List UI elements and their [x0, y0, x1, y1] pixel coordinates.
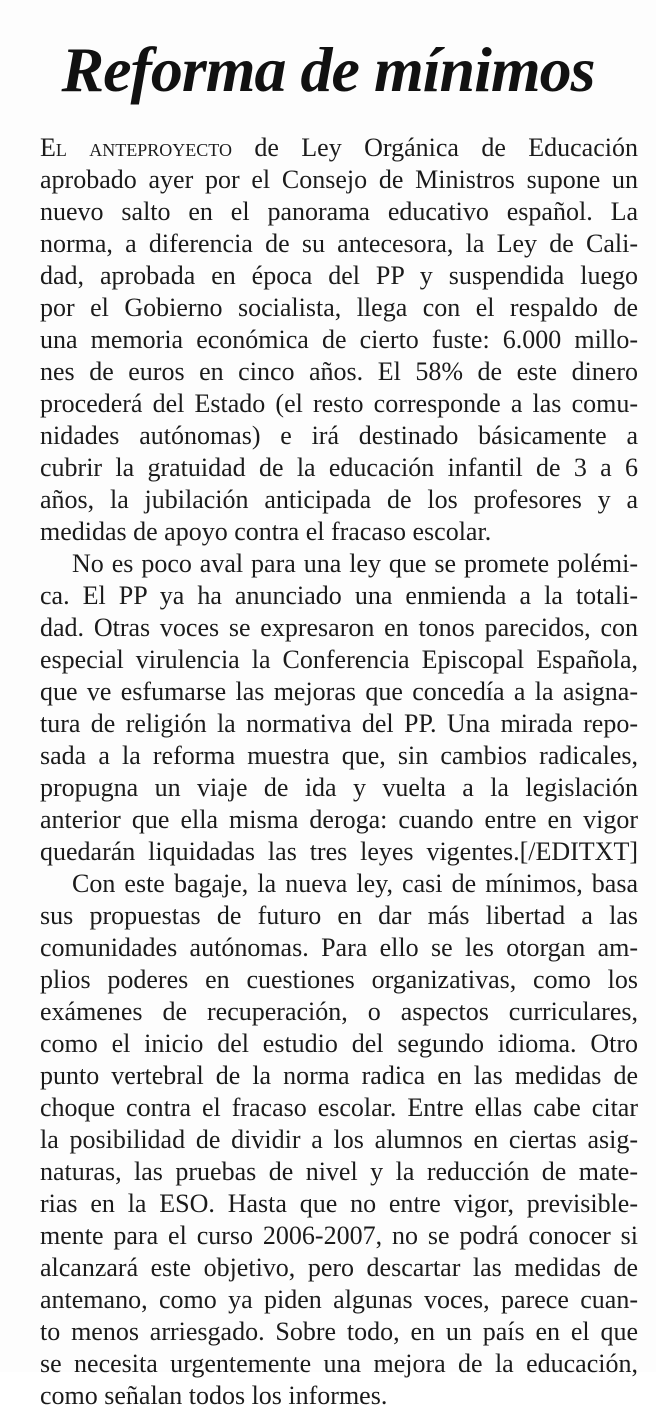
body-line: dad. Otras voces se expresaron en tonos parecidos, con [40, 613, 638, 642]
body-line [40, 132, 638, 164]
body-line: comunidades autónomas. Para ello se les otorgan am- [40, 933, 638, 962]
body-line: una memoria económica de cierto fuste: 6.000 millo- [40, 325, 638, 354]
article-headline: Reforma de mínimos [61, 34, 595, 105]
body-line: sus propuestas de futuro en dar más libertad a las [40, 901, 638, 930]
body-line: procederá del Estado (el resto corresponde a las comu- [40, 389, 638, 418]
lead-smallcaps: El anteproyecto [40, 133, 232, 162]
body-line: medidas de apoyo contra el fracaso escolar. [40, 517, 492, 546]
body-line: antemano, como ya piden algunas voces, parece cuan- [40, 1285, 638, 1314]
body-line: rias en la ESO. Hasta que no entre vigor, previsible- [40, 1189, 638, 1218]
body-line: mente para el curso 2006-2007, no se podrá conocer si [40, 1221, 638, 1250]
body-line: plios poderes en cuestiones organizativas, como los [40, 965, 638, 994]
body-line: dad, aprobada en época del PP y suspendida luego [40, 261, 638, 290]
body-line: alcanzará este objetivo, pero descartar las medidas de [40, 1253, 638, 1282]
body-line: choque contra el fracaso escolar. Entre ellas cabe citar [40, 1093, 638, 1122]
body-line: como el inicio del estudio del segundo idioma. Otro [40, 1029, 638, 1058]
body-line: como señalan todos los informes. [40, 1381, 388, 1410]
body-line: años, la jubilación anticipada de los profesores y a [40, 485, 638, 514]
body-line: ca. El PP ya ha anunciado una enmienda a la totali- [40, 581, 638, 610]
body-line: quedarán liquidadas las tres leyes vigentes.[/EDITXT] [40, 837, 638, 866]
body-line: norma, a diferencia de su antecesora, la Ley de Cali- [40, 229, 638, 258]
body-line: anterior que ella misma deroga: cuando entre en vigor [40, 805, 638, 834]
body-line: nidades autónomas) e irá destinado básicamente a [40, 421, 638, 450]
body-line: cubrir la gratuidad de la educación infantil de 3 a 6 [40, 453, 638, 482]
body-line: por el Gobierno socialista, llega con el respaldo de [40, 293, 638, 322]
body-line: aprobado ayer por el Consejo de Ministros supone un [40, 165, 638, 194]
body-line: se necesita urgentemente una mejora de la educación, [40, 1349, 638, 1378]
body-line: punto vertebral de la norma radica en las medidas de [40, 1061, 638, 1090]
body-line: especial virulencia la Conferencia Episcopal Española, [40, 645, 638, 674]
body-line: to menos arriesgado. Sobre todo, en un país en el que [40, 1317, 638, 1346]
body-line: naturas, las pruebas de nivel y la reducción de mate- [40, 1157, 638, 1186]
body-line: nuevo salto en el panorama educativo español. La [40, 197, 638, 226]
body-line: que ve esfumarse las mejoras que concedía a la asigna- [40, 677, 638, 706]
body-line: tura de religión la normativa del PP. Una mirada repo- [40, 709, 638, 738]
body-line: nes de euros en cinco años. El 58% de este dinero [40, 357, 638, 386]
body-line: propugna un viaje de ida y vuelta a la legislación [40, 773, 638, 802]
body-line-text: de Ley Orgánica de Educación [231, 133, 638, 162]
body-line: No es poco aval para una ley que se promete polémi- [72, 549, 638, 578]
body-line: Con este bagaje, la nueva ley, casi de mínimos, basa [72, 869, 638, 898]
body-line: la posibilidad de dividir a los alumnos en ciertas asig- [40, 1125, 638, 1154]
body-line: sada a la reforma muestra que, sin cambios radicales, [40, 741, 638, 770]
body-line: exámenes de recuperación, o aspectos curriculares, [40, 997, 638, 1026]
